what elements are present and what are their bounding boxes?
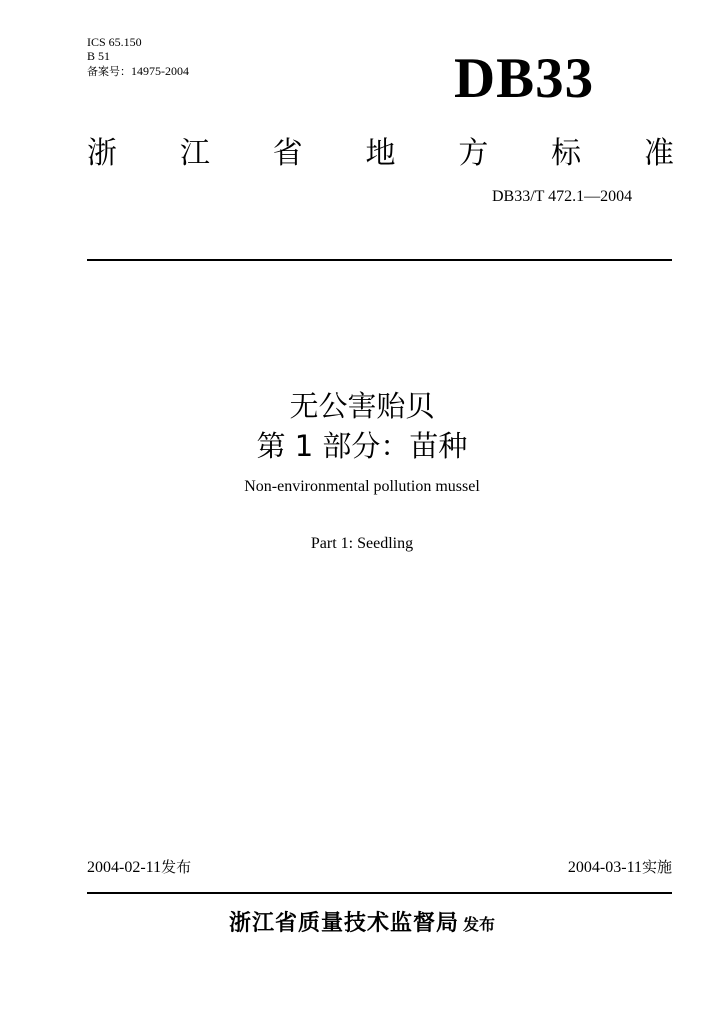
standard-type-char: 准 (643, 136, 674, 171)
issuer-name: 浙江省质量技术监督局 (228, 911, 459, 936)
classification-code: B 51 (87, 49, 111, 63)
title-chinese-line1: 无公害贻贝 (289, 389, 435, 423)
title-english: Non-environmental pollution mussel (244, 478, 480, 495)
issue-date-block (87, 856, 191, 879)
record-number-value: 14975-2004 (131, 64, 189, 78)
issuer-line (0, 906, 724, 937)
standard-type-heading (87, 133, 674, 175)
record-number (87, 64, 189, 79)
issue-label: 发布 (161, 858, 192, 876)
part-title-english: Part 1: Seedling (310, 535, 414, 552)
title-chinese-line2: 第 1 部分：苗种 (256, 429, 468, 463)
standard-type-char: 标 (551, 136, 582, 171)
standard-type-char: 省 (272, 136, 303, 171)
standard-type-char: 方 (458, 136, 489, 171)
issue-date: 2004-02-11 (87, 859, 162, 876)
record-label: 备案号： (87, 65, 131, 78)
implement-date-block (568, 856, 672, 879)
standard-type-char: 浙 (87, 136, 117, 171)
implement-label: 实施 (641, 858, 672, 876)
ics-code: ICS 65.150 (87, 35, 142, 49)
db-logo: DB33 (454, 47, 595, 110)
bottom-divider (87, 892, 672, 894)
standard-type-char: 江 (179, 136, 210, 171)
top-divider (87, 259, 672, 261)
standard-type-char: 地 (365, 136, 396, 171)
implement-date: 2004-03-11 (567, 859, 642, 876)
standard-number: DB33/T 472.1—2004 (492, 188, 633, 205)
issuer-suffix: 发布 (463, 915, 496, 934)
